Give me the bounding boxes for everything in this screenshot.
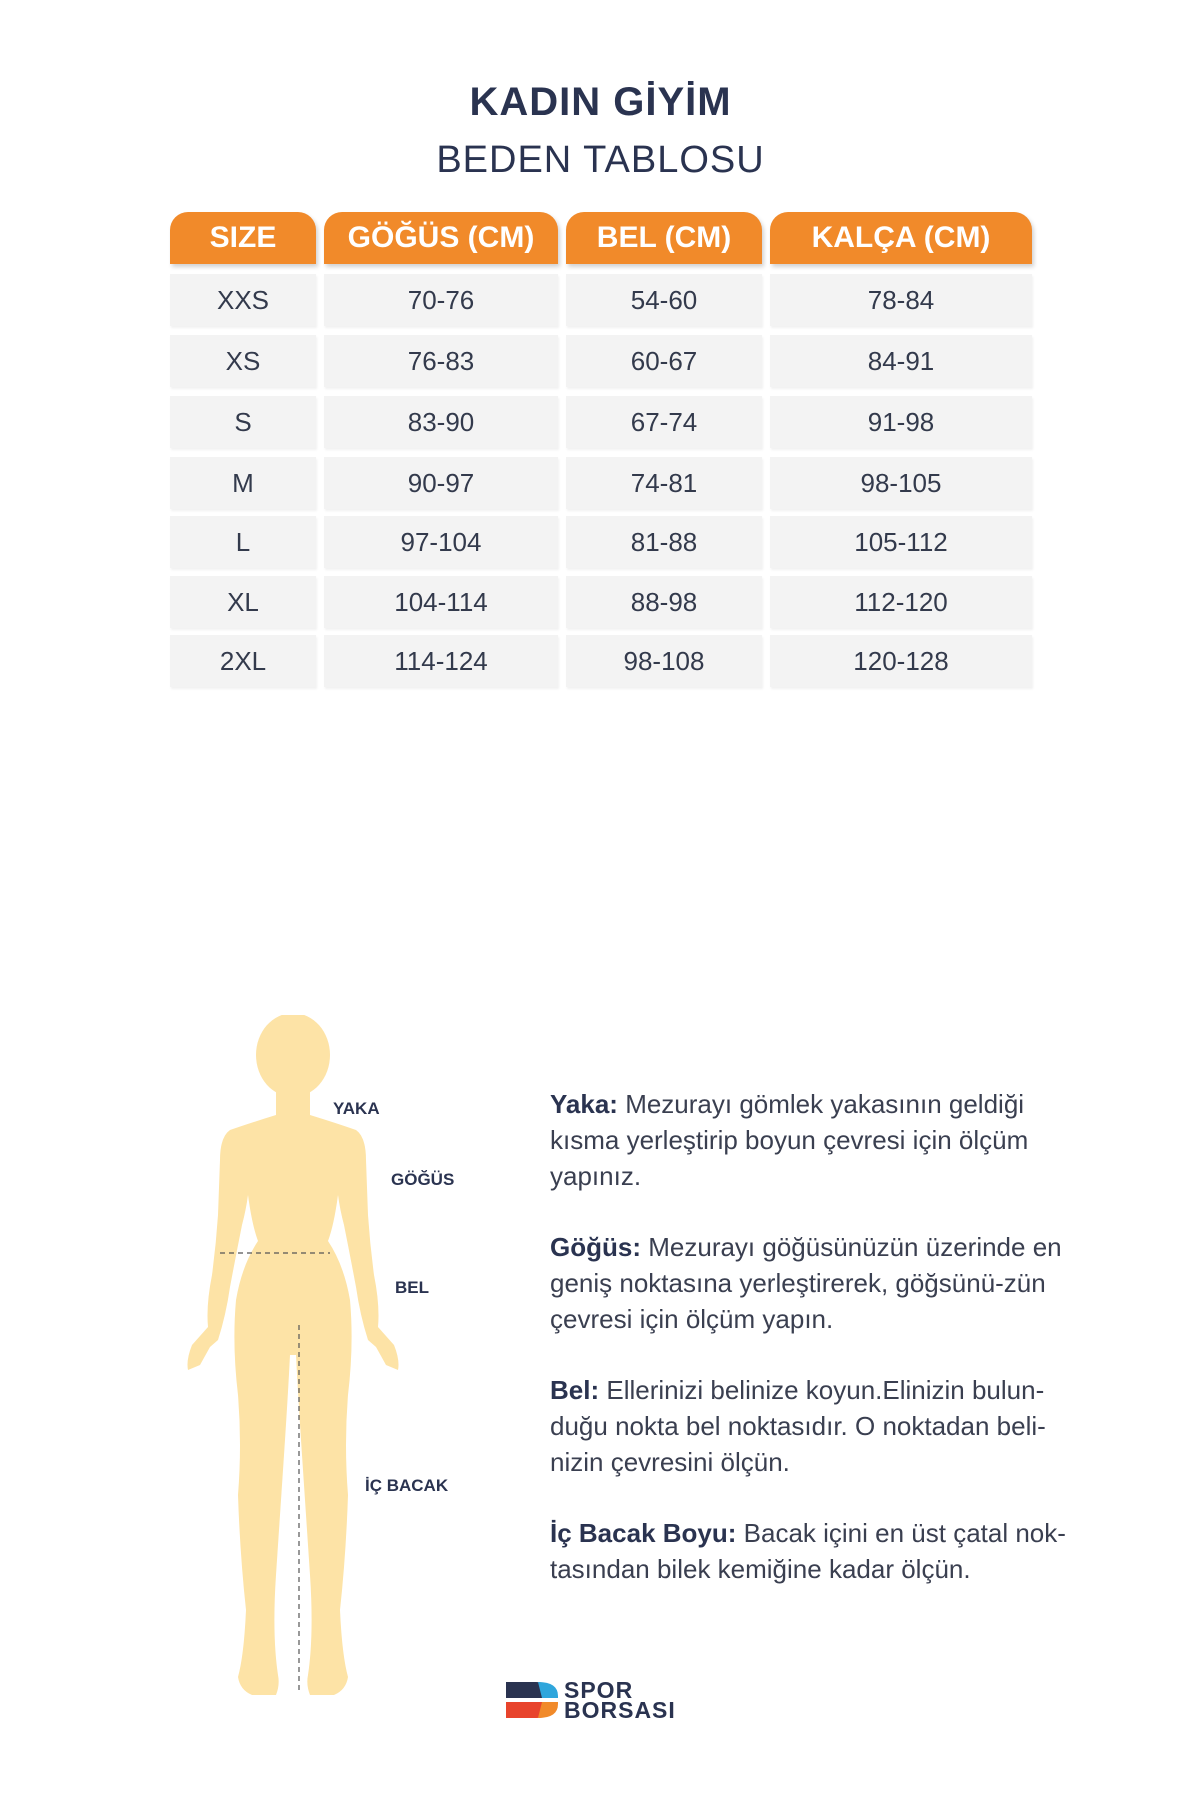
label-yaka: YAKA bbox=[333, 1099, 380, 1118]
desc-text: Mezurayı gömlek yakasının geldiği kısma yerleştirip boyun çevresi için ölçüm yapınız. bbox=[550, 1089, 1029, 1191]
title-block bbox=[0, 80, 1201, 182]
cell-gogus: 70-76 bbox=[324, 274, 558, 326]
cell-bel: 88-98 bbox=[566, 576, 762, 628]
logo-text bbox=[564, 1677, 676, 1723]
cell-size: 2XL bbox=[170, 635, 316, 687]
desc-text: Ellerinizi belinize koyun.Elinizin bulun-duğu nokta bel noktasıdır. O noktadan beli-nizin çevresini ölçün. bbox=[550, 1375, 1046, 1477]
body-silhouette bbox=[180, 1015, 420, 1700]
header-kalca: KALÇA (CM) bbox=[770, 212, 1032, 264]
desc-yaka bbox=[550, 1086, 1090, 1194]
cell-size: S bbox=[170, 396, 316, 448]
cell-gogus: 76-83 bbox=[324, 335, 558, 387]
desc-text: Bacak içini en üst çatal nok-tasından bilek kemiğine kadar ölçün. bbox=[550, 1518, 1066, 1584]
cell-gogus: 83-90 bbox=[324, 396, 558, 448]
cell-bel: 98-108 bbox=[566, 635, 762, 687]
label-ic-bacak: İÇ BACAK bbox=[365, 1476, 449, 1495]
cell-kalca: 78-84 bbox=[770, 274, 1032, 326]
cell-size: XL bbox=[170, 576, 316, 628]
desc-term: İç Bacak Boyu: bbox=[550, 1518, 737, 1548]
cell-size: XXS bbox=[170, 274, 316, 326]
cell-kalca: 98-105 bbox=[770, 457, 1032, 509]
desc-text: Mezurayı göğüsünüzün üzerinde en geniş noktasına yerleştirerek, göğsünü-zün çevresi için ölçüm yapın. bbox=[550, 1232, 1062, 1334]
label-bel: BEL bbox=[395, 1278, 429, 1297]
desc-term: Göğüs: bbox=[550, 1232, 641, 1262]
cell-bel: 74-81 bbox=[566, 457, 762, 509]
cell-gogus: 104-114 bbox=[324, 576, 558, 628]
cell-kalca: 91-98 bbox=[770, 396, 1032, 448]
cell-bel: 60-67 bbox=[566, 335, 762, 387]
cell-kalca: 120-128 bbox=[770, 635, 1032, 687]
header-size: SIZE bbox=[170, 212, 316, 264]
desc-gogus bbox=[550, 1229, 1090, 1337]
cell-kalca: 112-120 bbox=[770, 576, 1032, 628]
header-gogus: GÖĞÜS (CM) bbox=[324, 212, 558, 264]
cell-size: L bbox=[170, 516, 316, 568]
brand-logo bbox=[502, 1677, 702, 1724]
logo-line-1: SPOR bbox=[564, 1677, 634, 1703]
cell-bel: 81-88 bbox=[566, 516, 762, 568]
desc-ic-bacak bbox=[550, 1515, 1090, 1587]
logo-mark-icon bbox=[502, 1680, 560, 1720]
page-subtitle: BEDEN TABLOSU bbox=[436, 139, 765, 181]
cell-gogus: 90-97 bbox=[324, 457, 558, 509]
cell-size: M bbox=[170, 457, 316, 509]
cell-size: XS bbox=[170, 335, 316, 387]
cell-kalca: 84-91 bbox=[770, 335, 1032, 387]
cell-gogus: 97-104 bbox=[324, 516, 558, 568]
desc-term: Bel: bbox=[550, 1375, 600, 1405]
header-bel: BEL (CM) bbox=[566, 212, 762, 264]
desc-bel bbox=[550, 1372, 1090, 1480]
logo-line-2: BORSASI bbox=[564, 1697, 676, 1723]
page-title: KADIN GİYİM bbox=[469, 80, 732, 124]
cell-bel: 67-74 bbox=[566, 396, 762, 448]
desc-term: Yaka: bbox=[550, 1089, 618, 1119]
label-gogus: GÖĞÜS bbox=[391, 1170, 455, 1189]
cell-kalca: 105-112 bbox=[770, 516, 1032, 568]
cell-gogus: 114-124 bbox=[324, 635, 558, 687]
cell-bel: 54-60 bbox=[566, 274, 762, 326]
